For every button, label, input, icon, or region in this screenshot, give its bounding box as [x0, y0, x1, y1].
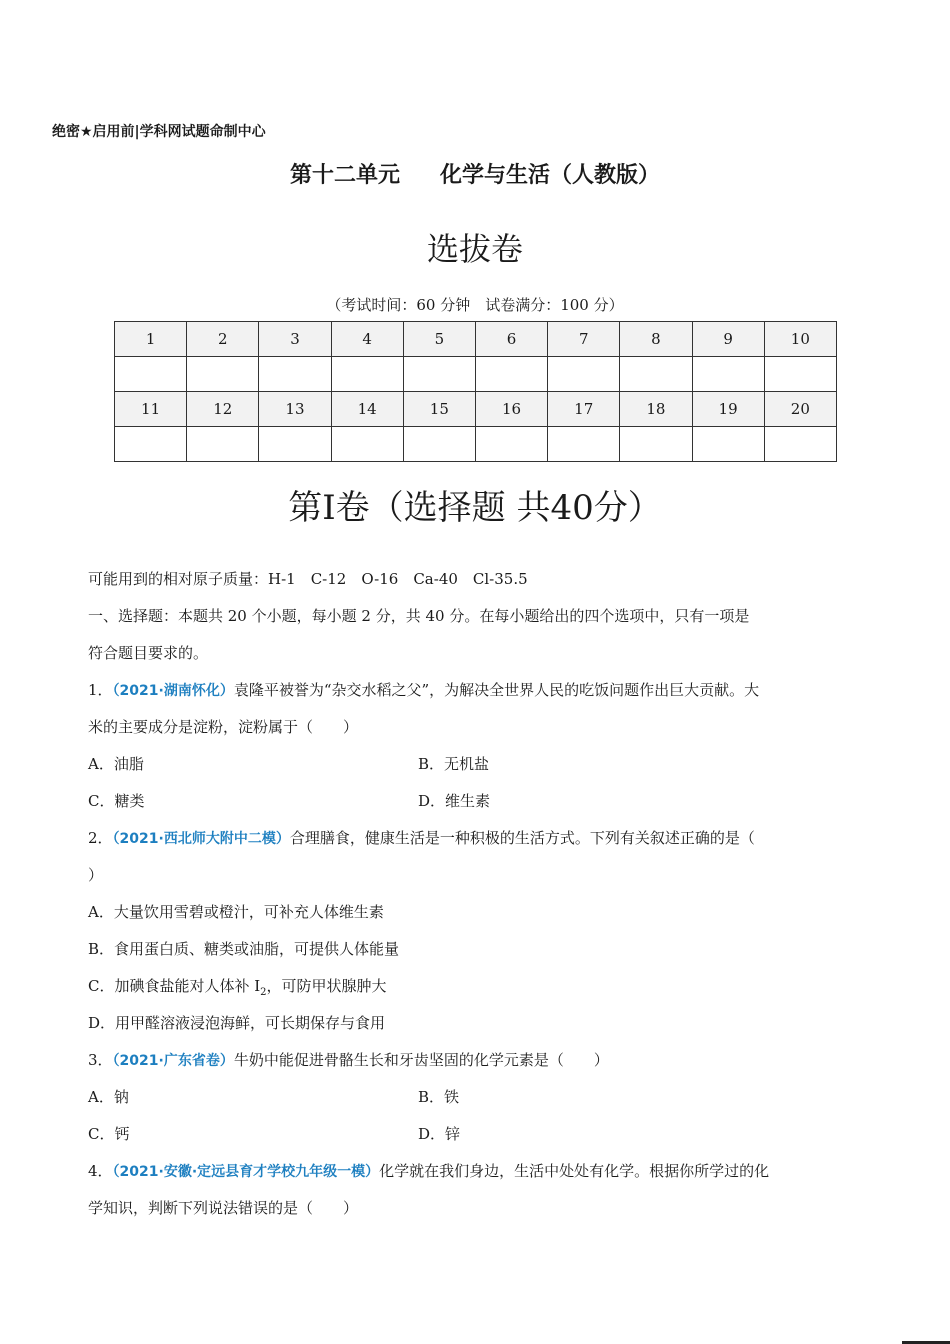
answer-cell[interactable] — [259, 357, 331, 392]
question-1-stem — [88, 679, 759, 700]
option[interactable]: B．无机盐 — [418, 755, 490, 773]
option-text: C．加碘食盐能对人体补 I — [88, 977, 261, 995]
grid-number-cell: 13 — [259, 392, 331, 427]
question-text: 学知识，判断下列说法错误的是（ ） — [88, 1199, 359, 1217]
answer-cell[interactable] — [475, 357, 547, 392]
answer-cell[interactable] — [475, 427, 547, 462]
option[interactable]: C．糖类 — [88, 792, 145, 810]
exam-info: （考试时间：60 分钟 试卷满分：100 分） — [326, 296, 624, 314]
answer-cell[interactable] — [620, 427, 692, 462]
grid-number-cell: 7 — [548, 322, 620, 357]
question-2-stem — [88, 827, 755, 848]
option[interactable]: C．钙 — [88, 1125, 130, 1143]
option[interactable]: D．用甲醛溶液浸泡海鲜，可长期保存与食用 — [88, 1014, 386, 1032]
grid-number-cell: 5 — [403, 322, 475, 357]
answer-grid-blank-row — [115, 357, 837, 392]
answer-cell[interactable] — [620, 357, 692, 392]
question-text: 牛奶中能促进骨骼生长和牙齿坚固的化学元素是（ ） — [233, 1051, 609, 1069]
grid-number-cell: 17 — [548, 392, 620, 427]
option[interactable]: B．食用蛋白质、糖类或油脂，可提供人体能量 — [88, 940, 400, 958]
answer-grid-number-row — [115, 322, 837, 357]
question-3-stem — [88, 1049, 609, 1070]
question-number: 4． — [88, 1162, 113, 1180]
option-text: ，可防甲状腺肿大 — [266, 977, 387, 995]
instructions-line: 符合题目要求的。 — [88, 644, 209, 662]
instructions-line: 一、选择题：本题共 20 个小题，每小题 2 分，共 40 分。在每小题给出的四个选项中，只有一项是 — [88, 607, 750, 625]
grid-number-cell: 2 — [187, 322, 259, 357]
question-number: 3． — [88, 1051, 113, 1069]
question-text: 袁隆平被誉为“杂交水稻之父”，为解决全世界人民的吃饭问题作出巨大贡献。大 — [233, 681, 760, 699]
answer-cell[interactable] — [548, 427, 620, 462]
answer-cell[interactable] — [331, 357, 403, 392]
option[interactable] — [88, 975, 387, 998]
answer-cell[interactable] — [187, 357, 259, 392]
grid-number-cell: 16 — [475, 392, 547, 427]
question-text: 合理膳食，健康生活是一种积极的生活方式。下列有关叙述正确的是（ — [289, 829, 755, 847]
grid-number-cell: 18 — [620, 392, 692, 427]
answer-grid-blank-row — [115, 427, 837, 462]
answer-cell[interactable] — [331, 427, 403, 462]
question-source: （2021·西北师大附中二模） — [112, 831, 290, 847]
answer-cell[interactable] — [764, 357, 836, 392]
grid-number-cell: 9 — [692, 322, 764, 357]
unit-title — [0, 158, 950, 189]
grid-number-cell: 15 — [403, 392, 475, 427]
question-source: （2021·广东省卷） — [112, 1053, 234, 1069]
question-text: 化学就在我们身边，生活中处处有化学。根据你所学过的化 — [379, 1162, 770, 1180]
answer-cell[interactable] — [692, 427, 764, 462]
question-source: （2021·安徽·定远县育才学校九年级一模） — [112, 1164, 380, 1180]
answer-cell[interactable] — [764, 427, 836, 462]
option[interactable]: A．大量饮用雪碧或橙汁，可补充人体维生素 — [88, 903, 384, 921]
answer-cell[interactable] — [115, 427, 187, 462]
grid-number-cell: 12 — [187, 392, 259, 427]
option[interactable]: A．油脂 — [88, 755, 144, 773]
question-text: 米的主要成分是淀粉，淀粉属于（ ） — [88, 718, 359, 736]
answer-cell[interactable] — [259, 427, 331, 462]
grid-number-cell: 6 — [475, 322, 547, 357]
option[interactable]: A．钠 — [88, 1088, 129, 1106]
answer-cell[interactable] — [548, 357, 620, 392]
option[interactable]: D．维生素 — [418, 792, 491, 810]
header-note: 绝密★启用前|学科网试题命制中心 — [52, 124, 266, 140]
question-4-stem — [88, 1160, 769, 1181]
unit-subject: 化学与生活（人教版） — [440, 163, 661, 188]
question-text: ） — [88, 866, 104, 884]
answer-grid-number-row — [115, 392, 837, 427]
question-source: （2021·湖南怀化） — [112, 683, 234, 699]
grid-number-cell: 10 — [764, 322, 836, 357]
section-title: 第Ⅰ卷（选择题 共40分） — [288, 488, 662, 528]
answer-cell[interactable] — [403, 427, 475, 462]
grid-number-cell: 11 — [115, 392, 187, 427]
atomic-masses: 可能用到的相对原子质量：H-1 C-12 O-16 Ca-40 Cl-35.5 — [88, 570, 528, 588]
grid-number-cell: 1 — [115, 322, 187, 357]
paper-type-title: 选拔卷 — [426, 230, 523, 268]
option[interactable]: D．锌 — [418, 1125, 461, 1143]
answer-cell[interactable] — [187, 427, 259, 462]
grid-number-cell: 20 — [764, 392, 836, 427]
grid-number-cell: 8 — [620, 322, 692, 357]
question-number: 1． — [88, 681, 113, 699]
option[interactable]: B．铁 — [418, 1088, 460, 1106]
answer-grid — [114, 321, 837, 462]
answer-cell[interactable] — [403, 357, 475, 392]
question-number: 2． — [88, 829, 113, 847]
answer-cell[interactable] — [692, 357, 764, 392]
grid-number-cell: 3 — [259, 322, 331, 357]
grid-number-cell: 19 — [692, 392, 764, 427]
answer-cell[interactable] — [115, 357, 187, 392]
unit-number: 第十二单元 — [289, 163, 400, 188]
grid-number-cell: 4 — [331, 322, 403, 357]
subscript: 2 — [260, 987, 267, 998]
grid-number-cell: 14 — [331, 392, 403, 427]
